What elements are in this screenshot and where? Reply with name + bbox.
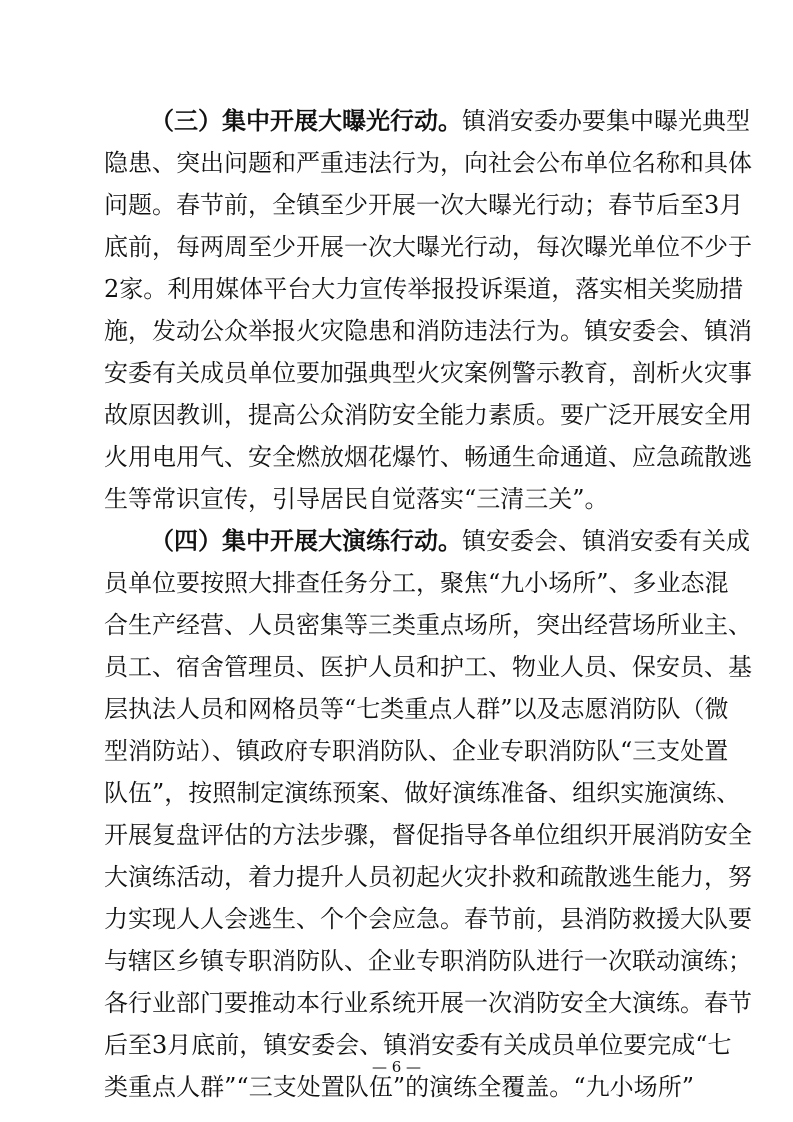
section4-heading: （四）集中开展大演练行动。: [150, 527, 462, 555]
paragraph-line: 型消防站）、镇政府专职消防队、企业专职消防队“三支处置: [104, 737, 729, 765]
paragraph-line: 后至3月底前，镇安委会、镇消安委有关成员单位要完成“七: [104, 1031, 732, 1059]
paragraph-line: 故原因教训，提高公众消防安全能力素质。要广泛开展安全用: [104, 401, 752, 429]
section3-line-0: [150, 101, 750, 141]
paragraph-line: 各行业部门要推动本行业系统开展一次消防安全大演练。春节: [104, 989, 752, 1017]
paragraph-line: 力实现人人会逃生、个个会应急。春节前，县消防救援大队要: [104, 905, 752, 933]
section4-text: 镇安委会、镇消安委有关成: [462, 527, 750, 555]
paragraph-line: 火用电用气、安全燃放烟花爆竹、畅通生命通道、应急疏散逃: [104, 443, 752, 471]
paragraph-line: 大演练活动，着力提升人员初起火灾扑救和疏散逃生能力，努: [104, 863, 752, 891]
paragraph-line: 隐患、突出问题和严重违法行为，向社会公布单位名称和具体: [104, 149, 752, 177]
section3-text: 镇消安委办要集中曝光典型: [462, 107, 750, 135]
paragraph-line: 底前，每两周至少开展一次大曝光行动，每次曝光单位不少于: [104, 233, 752, 261]
paragraph-line: 类重点人群”“三支处置队伍”的演练全覆盖。“九小场所”: [104, 1073, 694, 1101]
section4-line-0: [150, 521, 750, 561]
paragraph-line: 队伍”，按照制定演练预案、做好演练准备、组织实施演练、: [104, 779, 741, 807]
paragraph-line: 与辖区乡镇专职消防队、企业专职消防队进行一次联动演练；: [104, 947, 752, 975]
page-number: — 6 —: [371, 1058, 422, 1076]
paragraph-line: 层执法人员和网格员等“七类重点人群”以及志愿消防队（微: [104, 695, 729, 723]
paragraph-line: 开展复盘评估的方法步骤，督促指导各单位组织开展消防安全: [104, 821, 752, 849]
paragraph-line: 合生产经营、人员密集等三类重点场所，突出经营场所业主、: [104, 611, 752, 639]
paragraph-line: 2家。利用媒体平台大力宣传举报投诉渠道，落实相关奖励措: [104, 275, 744, 303]
paragraph-line: 安委有关成员单位要加强典型火灾案例警示教育，剖析火灾事: [104, 359, 752, 387]
paragraph-line: 员工、宿舍管理员、医护人员和护工、物业人员、保安员、基: [104, 653, 752, 681]
paragraph-line: 问题。春节前，全镇至少开展一次大曝光行动；春节后至3月: [104, 191, 744, 219]
paragraph-line: 施，发动公众举报火灾隐患和消防违法行为。镇安委会、镇消: [104, 317, 752, 345]
paragraph-line: 员单位要按照大排查任务分工，聚焦“九小场所”、多业态混: [104, 569, 729, 597]
paragraph-line: 生等常识宣传，引导居民自觉落实“三清三关”。: [104, 485, 609, 513]
section3-heading: （三）集中开展大曝光行动。: [150, 107, 462, 135]
